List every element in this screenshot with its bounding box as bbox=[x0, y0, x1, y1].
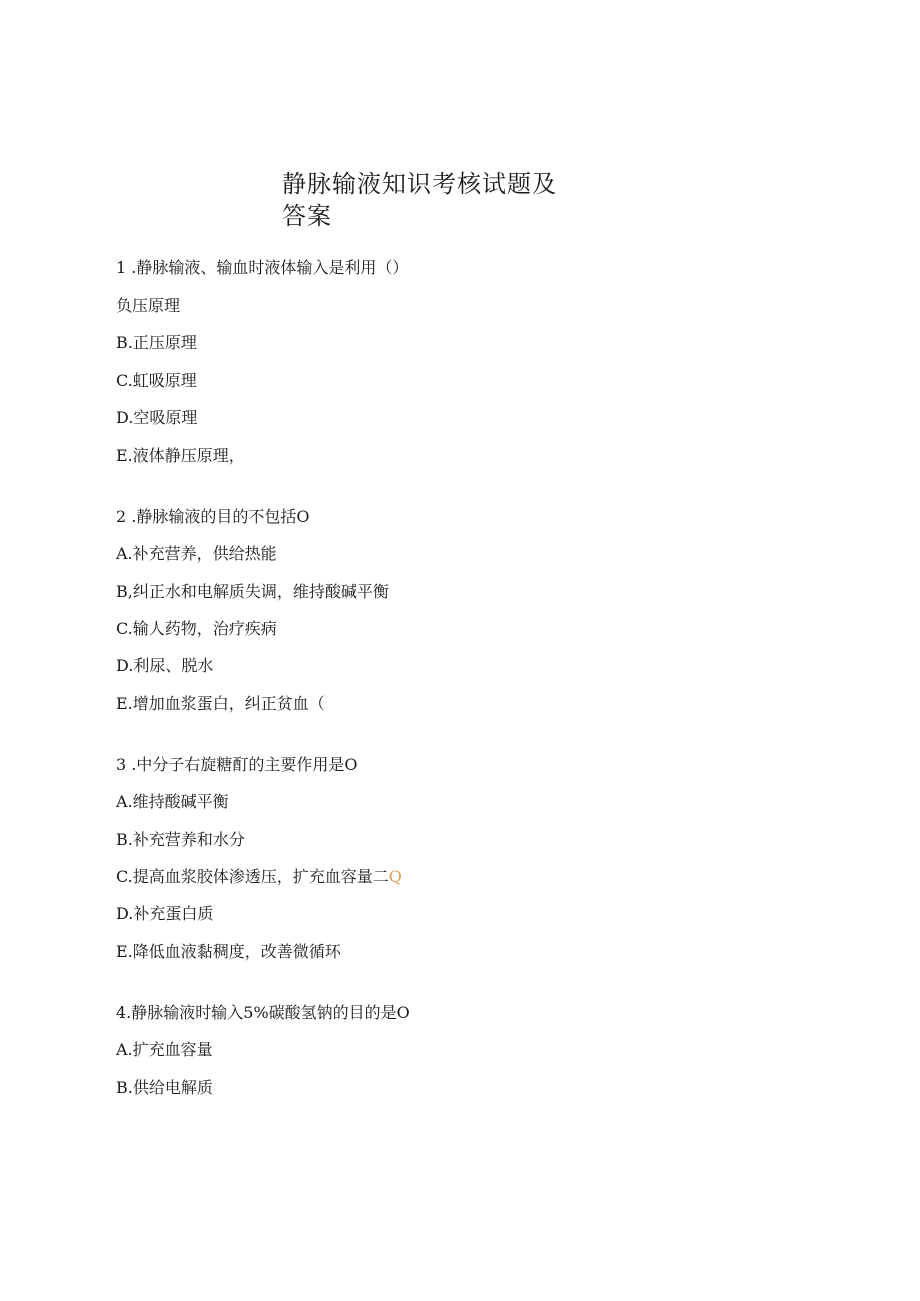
question-3-option-c bbox=[116, 867, 402, 887]
document-title: 静脉输液知识考核试题及答案 bbox=[282, 170, 557, 230]
question-4-option-b: B.供给电解质 bbox=[116, 1078, 213, 1097]
question-1-option-c: C.虹吸原理 bbox=[116, 371, 197, 390]
question-3-stem: 3 .中分子右旋糖酊的主要作用是O bbox=[116, 755, 358, 774]
question-2-option-b: B,纠正水和电解质失调，维持酸碱平衡 bbox=[116, 582, 389, 601]
question-2-option-c: C.输人药物，治疗疾病 bbox=[116, 619, 277, 638]
question-3-option-c-mark: Q bbox=[388, 867, 402, 886]
question-1-option-e: E.液体静压原理， bbox=[116, 446, 245, 465]
question-2-option-e: E.增加血浆蛋白，纠正贫血（ bbox=[116, 694, 325, 713]
question-4-stem: 4.静脉输液时输入5%碳酸氢钠的目的是O bbox=[116, 1003, 410, 1022]
question-1-stem: 1 .静脉输液、输血时液体输入是利用（） bbox=[116, 258, 409, 277]
question-4-option-a: A.扩充血容量 bbox=[116, 1040, 213, 1059]
question-2-option-a: A.补充营养，供给热能 bbox=[116, 544, 277, 563]
question-1-option-b: B.正压原理 bbox=[116, 333, 197, 352]
question-1-option-a: 负压原理 bbox=[116, 296, 181, 315]
question-3-option-d: D.补充蛋白质 bbox=[116, 904, 214, 923]
question-2-stem: 2 .静脉输液的目的不包括O bbox=[116, 507, 310, 526]
question-3-option-b: B.补充营养和水分 bbox=[116, 830, 245, 849]
question-3-option-a: A.维持酸碱平衡 bbox=[116, 792, 229, 811]
question-2-option-d: D.利尿、脱水 bbox=[116, 656, 214, 675]
question-1-option-d: D.空吸原理 bbox=[116, 408, 198, 427]
question-3-option-e: E.降低血液黏稠度，改善微循环 bbox=[116, 942, 341, 961]
question-3-option-c-text: C.提高血浆胶体渗透压，扩充血容量二 bbox=[116, 867, 389, 886]
